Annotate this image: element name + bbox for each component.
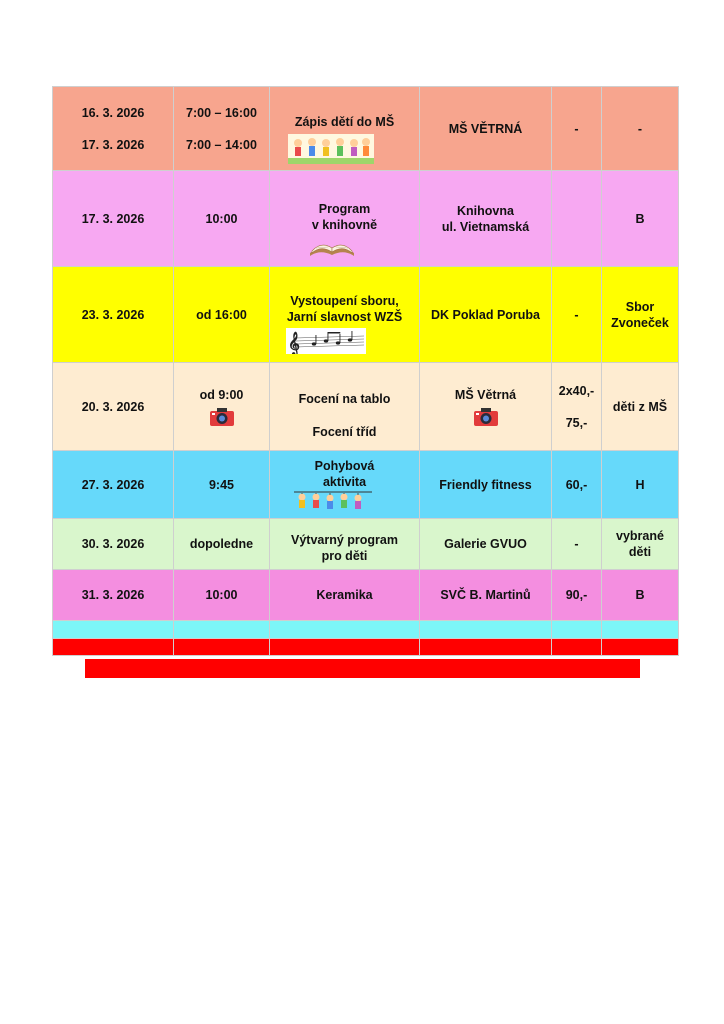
price-cell [552,519,602,570]
date-cell [53,570,174,621]
time-text: 7:00 – 14:00 [186,137,257,152]
place-cell [420,570,552,621]
place-text: Galerie GVUO [444,537,527,551]
note-text: vybrané [616,529,664,543]
price-text: 75,- [565,415,588,430]
note-text: Sbor [625,299,655,314]
place-text: DK Poklad Poruba [430,307,541,322]
activity-text: Jarní slavnost WZŠ [286,310,403,324]
activity-cell [270,519,420,570]
place-cell [420,87,552,171]
activity-text: Focení tříd [312,425,377,439]
time-text: 9:45 [208,477,235,492]
note-text: B [635,588,645,602]
price-text: - [574,307,579,322]
date-text: 31. 3. 2026 [81,588,145,602]
note-text: - [637,121,643,136]
activity-text: Zápis dětí do MŠ [294,114,395,129]
svg-text:𝄞: 𝄞 [288,331,300,354]
note-cell [602,570,679,621]
date-cell [53,451,174,519]
date-text: 16. 3. 2026 [81,105,145,120]
place-text: ul. Vietnamská [441,219,530,234]
activity-cell [270,363,420,451]
date-text: 30. 3. 2026 [81,537,145,551]
date-cell [53,363,174,451]
note-cell [602,363,679,451]
price-cell [552,570,602,621]
table-row [53,451,679,519]
camera-icon [473,407,499,427]
activity-cell [270,171,420,267]
camera-icon [209,407,235,427]
table-row [53,267,679,363]
date-text: 27. 3. 2026 [81,477,145,492]
activity-text: Výtvarný program [291,532,398,547]
empty-cell [420,621,552,639]
activity-cell [270,87,420,171]
note-text: B [635,211,645,226]
note-cell [602,451,679,519]
time-cell [174,267,270,363]
place-text: SVČ B. Martinů [440,588,531,602]
table-row [53,519,679,570]
note-text: děti [628,545,652,559]
activity-text: Keramika [316,588,373,602]
table-row [53,87,679,171]
price-cell [552,171,602,267]
note-text: děti z MŠ [612,399,668,414]
date-text: 23. 3. 2026 [81,307,145,322]
date-text: 20. 3. 2026 [81,399,145,414]
activity-text: Vystoupení sboru, [290,294,399,308]
table-row [53,570,679,621]
time-cell [174,171,270,267]
time-text: 10:00 [205,588,238,602]
note-cell [602,87,679,171]
empty-cell [602,621,679,639]
price-text: 2x40,- [558,383,595,398]
place-cell [420,267,552,363]
time-text: 7:00 – 16:00 [186,105,257,120]
activity-cell [270,451,420,519]
place-text: Knihovna [457,203,514,218]
time-cell [174,363,270,451]
empty-cell [174,639,270,656]
note-cell [602,267,679,363]
price-cell [552,451,602,519]
note-text: H [635,477,645,492]
note-text: Zvoneček [611,315,669,330]
place-text: MŠ VĚTRNÁ [448,121,523,136]
place-text: Friendly fitness [439,477,532,492]
table-row [53,363,679,451]
time-cell [174,451,270,519]
place-text: MŠ Větrná [454,387,517,402]
table-row [53,171,679,267]
price-text: 60,- [565,477,588,492]
empty-cell [552,621,602,639]
empty-row [53,621,679,639]
date-cell [53,171,174,267]
empty-cell [174,621,270,639]
price-text: - [574,121,579,136]
time-text: od 16:00 [196,307,247,322]
date-text: 17. 3. 2026 [81,137,145,152]
bottom-bar [85,659,640,678]
empty-cell [53,621,174,639]
time-cell [174,519,270,570]
time-text: 10:00 [205,211,238,226]
price-cell [552,87,602,171]
children-illustration-icon [288,134,419,164]
activity-text: v knihovně [311,217,378,232]
place-cell [420,451,552,519]
empty-cell [420,639,552,656]
place-cell [420,171,552,267]
note-cell [602,519,679,570]
price-cell [552,267,602,363]
date-cell [53,519,174,570]
place-cell [420,519,552,570]
date-cell [53,267,174,363]
time-text: dopoledne [189,537,254,551]
open-book-icon [308,235,419,257]
empty-row [53,639,679,656]
time-cell [174,570,270,621]
activity-text: Focení na tablo [298,392,391,406]
exercising-kids-icon [294,490,419,514]
music-notes-icon [286,328,419,354]
place-cell [420,363,552,451]
activity-text: Pohybová [314,458,375,473]
note-cell [602,171,679,267]
empty-cell [270,621,420,639]
activity-cell [270,267,420,363]
price-text: 90,- [565,588,588,602]
time-text: od 9:00 [199,387,244,402]
time-cell [174,87,270,171]
empty-cell [552,639,602,656]
activity-text: Program [318,201,371,216]
activity-cell [270,570,420,621]
empty-cell [270,639,420,656]
empty-cell [602,639,679,656]
empty-cell [53,639,174,656]
activity-text: pro děti [321,548,368,563]
schedule-table [52,86,679,656]
activity-text: aktivita [322,474,367,489]
date-text: 17. 3. 2026 [81,211,145,226]
date-cell [53,87,174,171]
price-text: - [574,537,579,551]
price-cell [552,363,602,451]
